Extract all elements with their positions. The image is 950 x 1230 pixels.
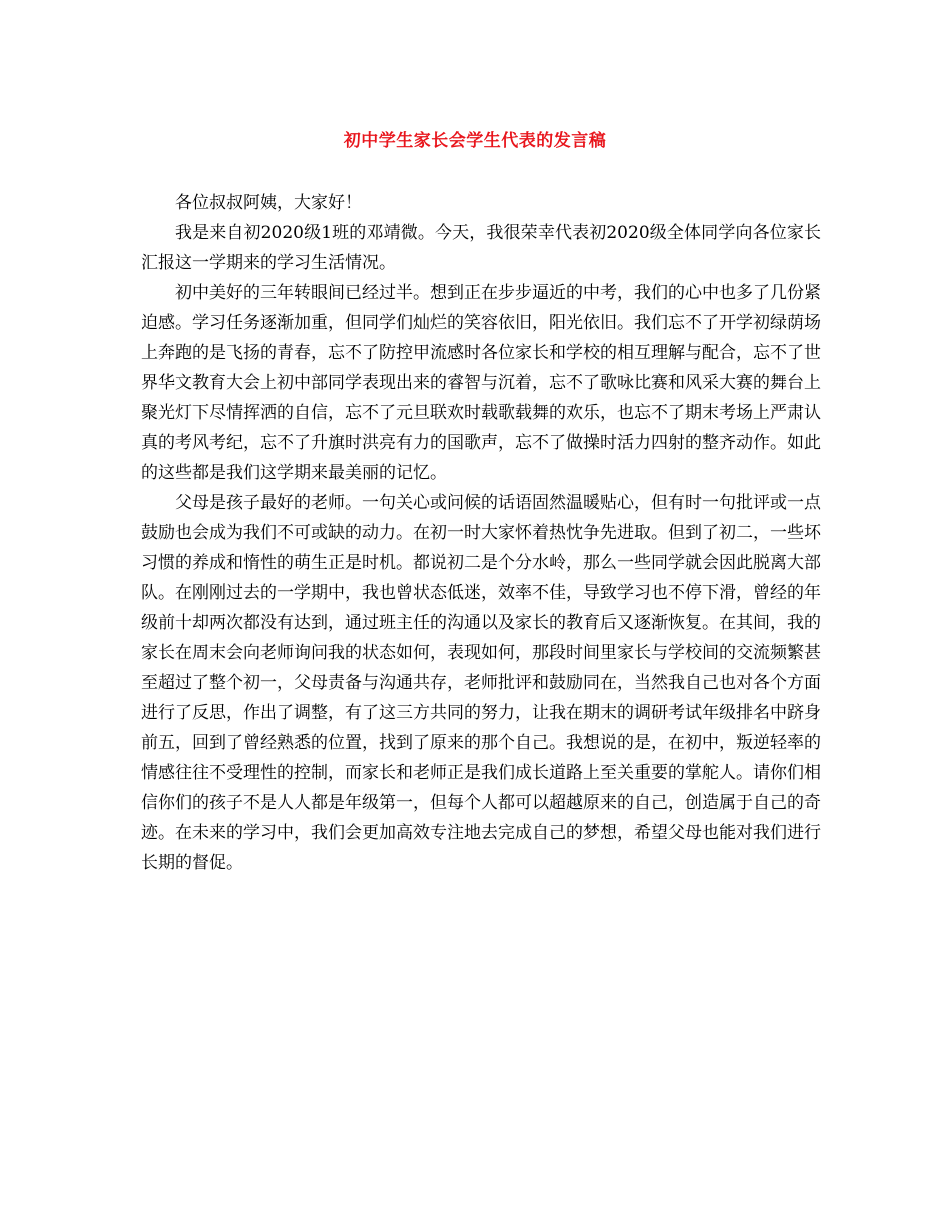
parents-paragraph: 父母是孩子最好的老师。一句关心或问候的话语固然温暖贴心，但有时一句批评或一点鼓励也会成为我们不可或缺的动力。在初一时大家怀着热忱争先进取。但到了初二，一些坏习惯的养成和惰性的萌生正是时机。都说初二是个分水岭，那么一些同学就会因此脱离大部队。在刚刚过去的一学期中，我也曾状态低迷，效率不佳，导致学习也不停下滑，曾经的年级前十却两次都没有达到，通过班主任的沟通以及家长的教育后又逐渐恢复。在其间，我的家长在周末会向老师询问我的状态如何，表现如何，那段时间里家长与学校间的交流频繁甚至超过了整个初一，父母责备与沟通共存，老师批评和鼓励同在，当然我自己也对各个方面进行了反思，作出了调整，有了这三方共同的努力，让我在期末的调研考试年级排名中跻身前五，回到了曾经熟悉的位置，找到了原来的那个自己。我想说的是，在初中，叛逆轻率的情感往往不受理性的控制，而家长和老师正是我们成长道路上至关重要的掌舵人。请你们相信你们的孩子不是人人都是年级第一，但每个人都可以超越原来的自己，创造属于自己的奇迹。在未来的学习中，我们会更加高效专注地去完成自己的梦想，希望父母也能对我们进行长期的督促。 — [141, 493, 821, 873]
greeting-paragraph: 各位叔叔阿姨，大家好！ — [175, 193, 362, 213]
document-body — [141, 188, 821, 878]
introduction-paragraph: 我是来自初2020级1班的邓靖微。今天，我很荣幸代表初2020级全体同学向各位家长汇报这一学期来的学习生活情况。 — [141, 223, 821, 273]
document-title: 初中学生家长会学生代表的发言稿 — [343, 131, 607, 151]
memories-paragraph: 初中美好的三年转眼间已经过半。想到正在步步逼近的中考，我们的心中也多了几份紧迫感。学习任务逐渐加重，但同学们灿烂的笑容依旧，阳光依旧。我们忘不了开学初绿荫场上奔跑的是飞扬的青春，忘不了防控甲流感时各位家长和学校的相互理解与配合，忘不了世界华文教育大会上初中部同学表现出来的睿智与沉着，忘不了歌咏比赛和风采大赛的舞台上聚光灯下尽情挥洒的自信，忘不了元旦联欢时载歌载舞的欢乐，也忘不了期末考场上严肃认真的考风考纪，忘不了升旗时洪亮有力的国歌声，忘不了做操时活力四射的整齐动作。如此的这些都是我们这学期来最美丽的记忆。 — [141, 283, 821, 483]
